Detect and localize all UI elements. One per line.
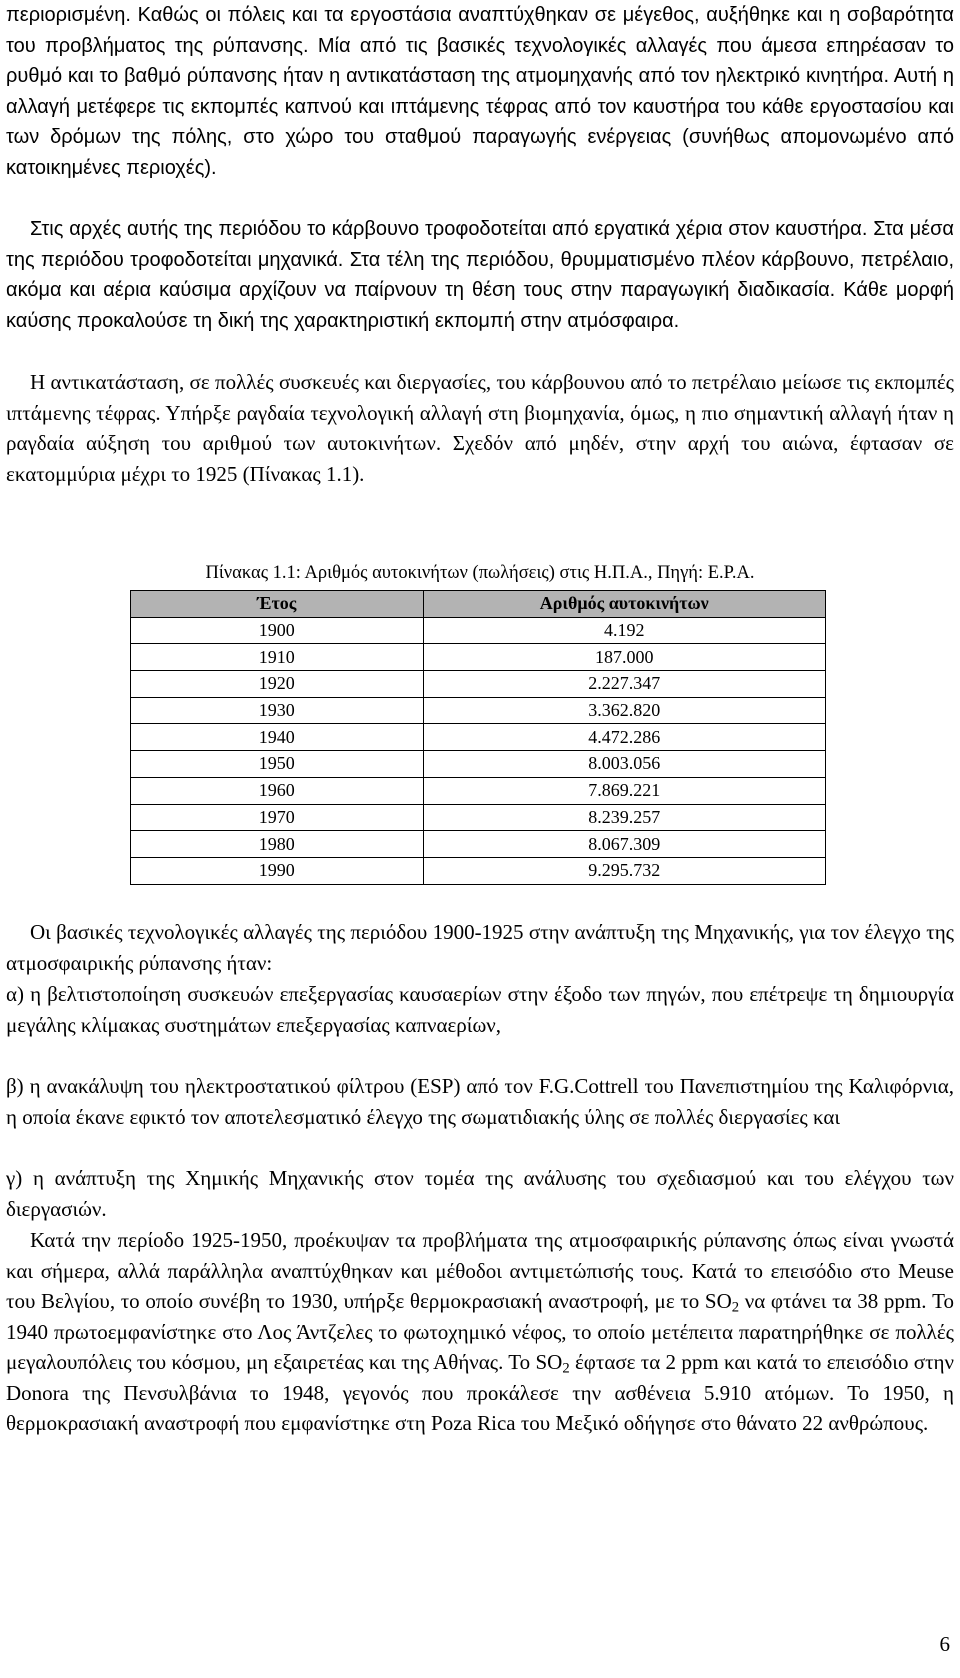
- list-item-c: γ) η ανάπτυξη της Χημικής Μηχανικής στον τομέα της ανάλυσης του σχεδιασμού και του ελέγχου των διεργασιών.: [6, 1166, 954, 1221]
- table-row: [131, 617, 826, 644]
- cell-year: 1990: [131, 857, 424, 884]
- cell-cars: 187.000: [423, 644, 825, 671]
- cell-cars: 4.472.286: [423, 724, 825, 751]
- subscript-2: 2: [731, 1299, 740, 1316]
- cell-year: 1910: [131, 644, 424, 671]
- cell-cars: 3.362.820: [423, 697, 825, 724]
- cell-year: 1900: [131, 617, 424, 644]
- list-item-a: α) η βελτιστοποίηση συσκευών επεξεργασίας καυσαερίων στην έξοδο των πηγών, που επέτρεψε τη δημιουργία μεγάλης κλίμακας συστημάτων επεξεργασίας καπναερίων,: [6, 982, 954, 1037]
- table-row: [131, 671, 826, 698]
- episodes-text-3: έφτασε τα 2 ppm και κατά το επεισόδιο στην Donora της Πενσυλβάνια το 1948, γεγονός που προκάλεσε την ασθένεια 5.910 ατόμων. Το 1950, η θερμοκρασιακή αναστροφή που εμφανίστηκε στη Poza Rica του Μεξικό οδήγησε στο θάνατο 22 ανθρώπους.: [6, 1350, 954, 1435]
- table-row: [131, 831, 826, 858]
- cell-year: 1920: [131, 671, 424, 698]
- cell-cars: 7.869.221: [423, 777, 825, 804]
- page-number: 6: [939, 1632, 950, 1656]
- header-cars: Αριθμός αυτοκινήτων: [423, 591, 825, 618]
- cell-cars: 8.003.056: [423, 751, 825, 778]
- header-year: Έτος: [131, 591, 424, 618]
- paragraph-episodes: [6, 1225, 954, 1439]
- list-item-b: β) η ανακάλυψη του ηλεκτροστατικού φίλτρου (ESP) από τον F.G.Cottrell του Πανεπιστημίου της Καλιφόρνια, η οποία έκανε εφικτό τον αποτελεσματικό έλεγχο της σωματιδιακής ύλης σε πολλές διεργασίες και: [6, 1074, 954, 1129]
- table-row: [131, 857, 826, 884]
- episodes-text-1: Κατά την περίοδο 1925-1950, προέκυψαν τα προβλήματα της ατμοσφαιρικής ρύπανσης όπως είναι γνωστά και σήμερα, αλλά παράλληλα αναπτύχθηκαν και μέθοδοι αντιμετώπισής τους. Κατά το επεισόδιο στο Meuse του Βελγίου, το οποίο συνέβη το 1930, υπήρξε θερμοκρασιακή αναστροφή, με το SO: [6, 1228, 954, 1313]
- episodes-text-2: να φτάνει τα 38 ppm. Το 1940 πρωτοεμφανίστηκε στο Λος Άντζελες το φωτοχημικό νέφος, το οποίο μετέπειτα παρατηρήθηκε σε πολλές μεγαλουπόλεις του κόσμου, μη εξαιρετέας και της Αθήνας. Το SO: [6, 1289, 954, 1374]
- cell-cars: 4.192: [423, 617, 825, 644]
- table-row: [131, 804, 826, 831]
- cell-year: 1930: [131, 697, 424, 724]
- cell-year: 1970: [131, 804, 424, 831]
- table-row: [131, 644, 826, 671]
- paragraph-tech-changes: Οι βασικές τεχνολογικές αλλαγές της περιόδου 1900-1925 στην ανάπτυξη της Μηχανικής, για τον έλεγχο της ατμοσφαιρικής ρύπανσης ήταν:: [6, 920, 954, 975]
- subscript-2: 2: [562, 1360, 570, 1377]
- cell-cars: 8.067.309: [423, 831, 825, 858]
- paragraph-fuel: Στις αρχές αυτής της περιόδου το κάρβουνο τροφοδοτείται από εργατικά χέρια στον καυστήρα. Στα μέσα της περιόδου τροφοδοτείται μηχανικά. Στα τέλη της περιόδου, θρυμματισμένο πλέον κάρβουνο, πετρέλαιο, ακόμα και αέρια καύσιμα αρχίζουν να παίρνουν τη θέση τους στην παραγωγική διαδικασία. Κάθε μορφή καύσης προκαλούσε τη δική της χαρακτηριστική εκπομπή στην ατμόσφαιρα.: [6, 218, 954, 332]
- paragraph-cars: Η αντικατάσταση, σε πολλές συσκευές και διεργασίες, του κάρβουνου από το πετρέλαιο μείωσε τις εκπομπές ιπτάμενης τέφρας. Υπήρξε ραγδαία τεχνολογική αλλαγή στη βιομηχανία, όμως, η πιο σημαντική αλλαγή ήταν η ραγδαία αύξηση του αριθμού των αυτοκινήτων. Σχεδόν από μηδέν, στην αρχή του αιώνα, έφτασαν σε εκατομμύρια μέχρι το 1925 (Πίνακας 1.1).: [6, 370, 954, 486]
- cell-cars: 8.239.257: [423, 804, 825, 831]
- cell-year: 1940: [131, 724, 424, 751]
- table-row: [131, 751, 826, 778]
- table-row: [131, 697, 826, 724]
- table-caption: Πίνακας 1.1: Αριθμός αυτοκινήτων (πωλήσεις) στις Η.Π.Α., Πηγή: Ε.Ρ.Α.: [205, 563, 755, 583]
- cell-cars: 2.227.347: [423, 671, 825, 698]
- cell-cars: 9.295.732: [423, 857, 825, 884]
- cars-table: [130, 590, 826, 885]
- table-header-row: [131, 591, 826, 618]
- paragraph-intro: περιορισμένη. Καθώς οι πόλεις και τα εργοστάσια αναπτύχθηκαν σε μέγεθος, αυξήθηκε και η σοβαρότητα του προβλήματος της ρύπανσης. Μία από τις βασικές τεχνολογικές αλλαγές που άμεσα επηρέασαν το ρυθμό και το βαθμό ρύπανσης ήταν η αντικατάσταση της ατμομηχανής από τον ηλεκτρικό κινητήρα. Αυτή η αλλαγή μετέφερε τις εκπομπές καπνού και ιπτάμενης τέφρας από τον καυστήρα του κάθε εργοστασίου και των δρόμων της πόλης, στο χώρο του σταθμού παραγωγής ενέργειας (συνήθως απομονωμένο από κατοικημένες περιοχές).: [6, 4, 954, 179]
- cell-year: 1980: [131, 831, 424, 858]
- table-row: [131, 777, 826, 804]
- cell-year: 1960: [131, 777, 424, 804]
- cell-year: 1950: [131, 751, 424, 778]
- table-row: [131, 724, 826, 751]
